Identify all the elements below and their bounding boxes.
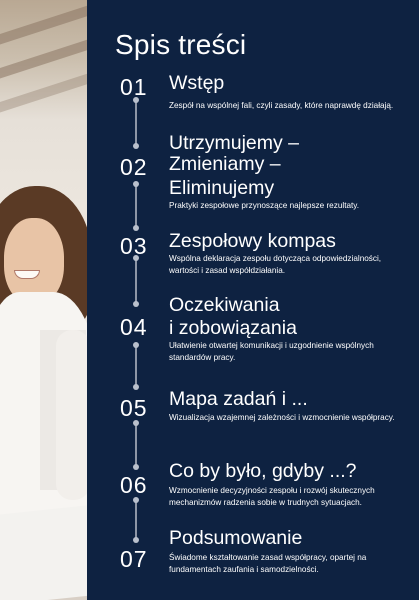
item-description: Ułatwienie otwartej komunikacji i uzgodnienie wspólnych standardów pracy. — [169, 341, 374, 362]
item-number: 07 — [120, 546, 148, 572]
ceiling-beam — [0, 0, 87, 46]
item-number: 04 — [120, 314, 148, 340]
photo-arm — [56, 330, 87, 500]
woman-photo — [0, 0, 87, 600]
item-description: Świadome kształtowanie zasad współpracy, opartej na fundamentach zaufania i samodzielności. — [169, 553, 367, 574]
connector-line — [135, 345, 137, 387]
item-heading: Mapa zadań i ... — [169, 388, 308, 410]
connector-line — [135, 500, 137, 540]
item-description: Wspólna deklaracja zespołu dotycząca odpowiedzialności, wartości i zasad współdziałania. — [169, 254, 382, 275]
connector-dot — [133, 342, 139, 348]
connector-dot — [133, 181, 139, 187]
connector-line — [135, 423, 137, 467]
item-description: Zespół na wspólnej fali, czyli zasady, które naprawdę działają. — [169, 101, 394, 110]
connector-line — [135, 258, 137, 304]
connector-dot — [133, 384, 139, 390]
item-heading: Co by było, gdyby ...? — [169, 460, 357, 482]
item-number: 01 — [120, 74, 148, 100]
item-number: 05 — [120, 395, 148, 421]
item-heading: Utrzymujemy – — [169, 132, 300, 154]
connector-dot — [133, 301, 139, 307]
item-description: Wizualizacja wzajemnej zależności i wzmocnienie współpracy. — [169, 413, 395, 422]
item-number: 03 — [120, 233, 148, 259]
item-number: 06 — [120, 472, 148, 498]
ceiling-beam — [0, 34, 87, 81]
photo-paper — [0, 504, 87, 600]
item-heading: Zespołowy kompas — [169, 230, 336, 252]
connector-line — [135, 184, 137, 228]
connector-dot — [133, 225, 139, 231]
page-title: Spis treści — [115, 29, 247, 60]
connector-line — [135, 100, 137, 146]
item-heading: Eliminujemy — [169, 177, 275, 199]
item-description: Wzmocnienie decyzyjności zespołu i rozwój skutecznych mechanizmów radzenia sobie w trudnych sytuacjach. — [169, 486, 375, 507]
connector-dot — [133, 464, 139, 470]
connector-dot — [133, 537, 139, 543]
item-heading: Wstęp — [169, 72, 225, 94]
item-description: Praktyki zespołowe przynoszące najlepsze rezultaty. — [169, 201, 360, 210]
ceiling-beam — [0, 68, 87, 115]
connector-dot — [133, 143, 139, 149]
item-heading: i zobowiązania — [169, 317, 297, 339]
item-heading: Podsumowanie — [169, 527, 303, 549]
item-number: 02 — [120, 154, 148, 180]
item-heading: Oczekiwania — [169, 294, 280, 316]
item-heading: Zmieniamy – — [169, 153, 281, 175]
